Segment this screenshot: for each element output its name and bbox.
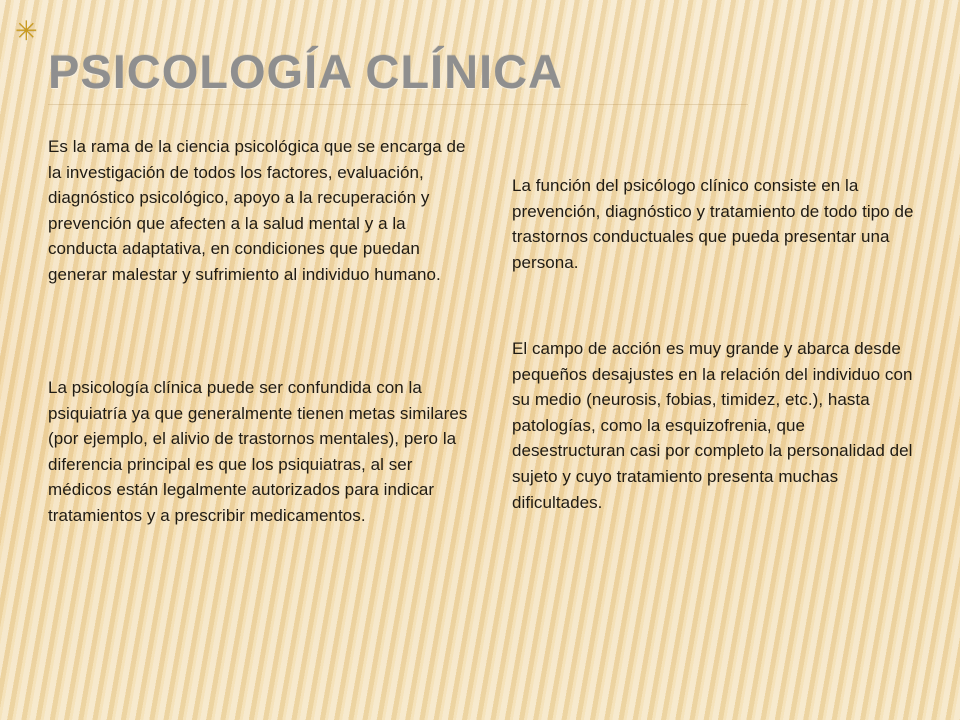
page-title: PSICOLOGÍA CLÍNICA <box>48 45 563 98</box>
right-paragraph-scope: El campo de acción es muy grande y abarca desde pequeños desajustes en la relación del individuo con su medio (neurosis, fobias, timidez, etc.), hasta patologías, como la esquizofrenia, que desestructuran casi por completo la personalidad del sujeto y cuyo tratamiento presenta muchas dificultades. <box>512 339 913 512</box>
asterisk-icon: ✳ <box>15 16 38 47</box>
left-paragraph-definition: Es la rama de la ciencia psicológica que se encarga de la investigación de todos los factores, evaluación, diagnóstico psicológico, apoyo a la recuperación y prevención que afecten a la salud mental y a la conducta adaptativa, en condiciones que puedan generar malestar y sufrimiento al individuo humano. <box>48 137 466 284</box>
right-paragraph-function: La función del psicólogo clínico consiste en la prevención, diagnóstico y tratamiento de todo tipo de trastornos conductuales que pueda presentar una persona. <box>512 176 914 272</box>
title-divider <box>48 104 748 105</box>
left-paragraph-psychiatry-comparison: La psicología clínica puede ser confundida con la psiquiatría ya que generalmente tienen metas similares (por ejemplo, el alivio de trastornos mentales), pero la diferencia principal es que los psiquiatras, al ser médicos están legalmente autorizados para indicar tratamientos y a prescribir medicamentos. <box>48 378 468 525</box>
